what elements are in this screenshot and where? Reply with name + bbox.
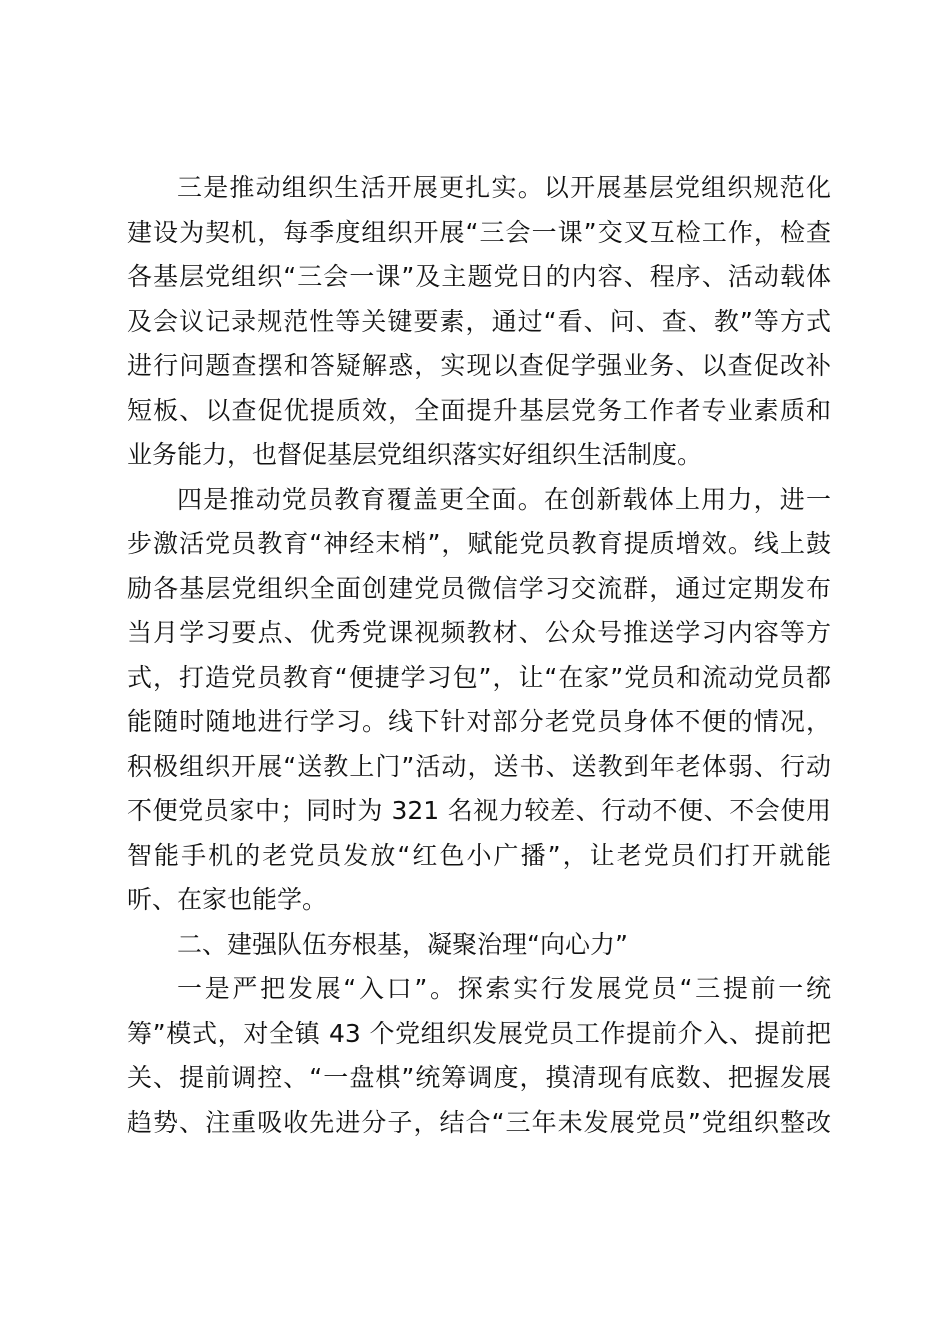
text-line: 励各基层党组织全面创建党员微信学习交流群，通过定期发布 (127, 573, 831, 603)
text-line: 建设为契机，每季度组织开展“三会一课”交叉互检工作，检查 (127, 217, 831, 247)
text-line: 听、在家也能学。 (127, 885, 328, 914)
text-line: 及会议记录规范性等关键要素，通过“看、问、查、教”等方式 (127, 306, 831, 336)
paragraph-organization-life (127, 166, 831, 478)
paragraph-member-recruitment (127, 967, 831, 1145)
text-line: 短板、以查促优提质效，全面提升基层党务工作者专业素质和 (127, 395, 831, 425)
text-line: 筹”模式，对全镇 43 个党组织发展党员工作提前介入、提前把 (127, 1018, 831, 1048)
text-line: 关、提前调控、“一盘棋”统筹调度，摸清现有底数、把握发展 (127, 1063, 831, 1092)
text-line: 四是推动党员教育覆盖更全面。在创新载体上用力，进一 (177, 484, 831, 514)
heading-line: 二、建强队伍夯根基，凝聚治理“向心力” (177, 929, 628, 959)
text-line: 各基层党组织“三会一课”及主题党日的内容、程序、活动载体 (127, 262, 831, 291)
document-body (127, 166, 831, 1145)
text-line: 一是严把发展“入口”。探索实行发展党员“三提前一统 (177, 974, 831, 1003)
text-line: 进行问题查摆和答疑解惑，实现以查促学强业务、以查促改补 (127, 351, 831, 380)
text-line: 能随时随地进行学习。线下针对部分老党员身体不便的情况， (127, 707, 831, 736)
text-line: 当月学习要点、优秀党课视频教材、公众号推送学习内容等方 (127, 618, 831, 647)
text-line: 智能手机的老党员发放“红色小广播”，让老党员们打开就能 (127, 840, 831, 870)
paragraph-member-education (127, 478, 831, 923)
text-line: 不便党员家中；同时为 321 名视力较差、行动不便、不会使用 (127, 796, 831, 825)
text-line: 积极组织开展“送教上门”活动，送书、送教到年老体弱、行动 (127, 751, 831, 781)
text-line: 业务能力，也督促基层党组织落实好组织生活制度。 (127, 440, 703, 469)
section-heading (127, 923, 831, 968)
text-line: 步激活党员教育“神经末梢”，赋能党员教育提质增效。线上鼓 (127, 529, 831, 558)
text-line: 式，打造党员教育“便捷学习包”，让“在家”党员和流动党员都 (127, 662, 831, 692)
text-line: 三是推动组织生活开展更扎实。以开展基层党组织规范化 (177, 173, 831, 202)
text-line: 趋势、注重吸收先进分子，结合“三年未发展党员”党组织整改 (127, 1107, 831, 1137)
